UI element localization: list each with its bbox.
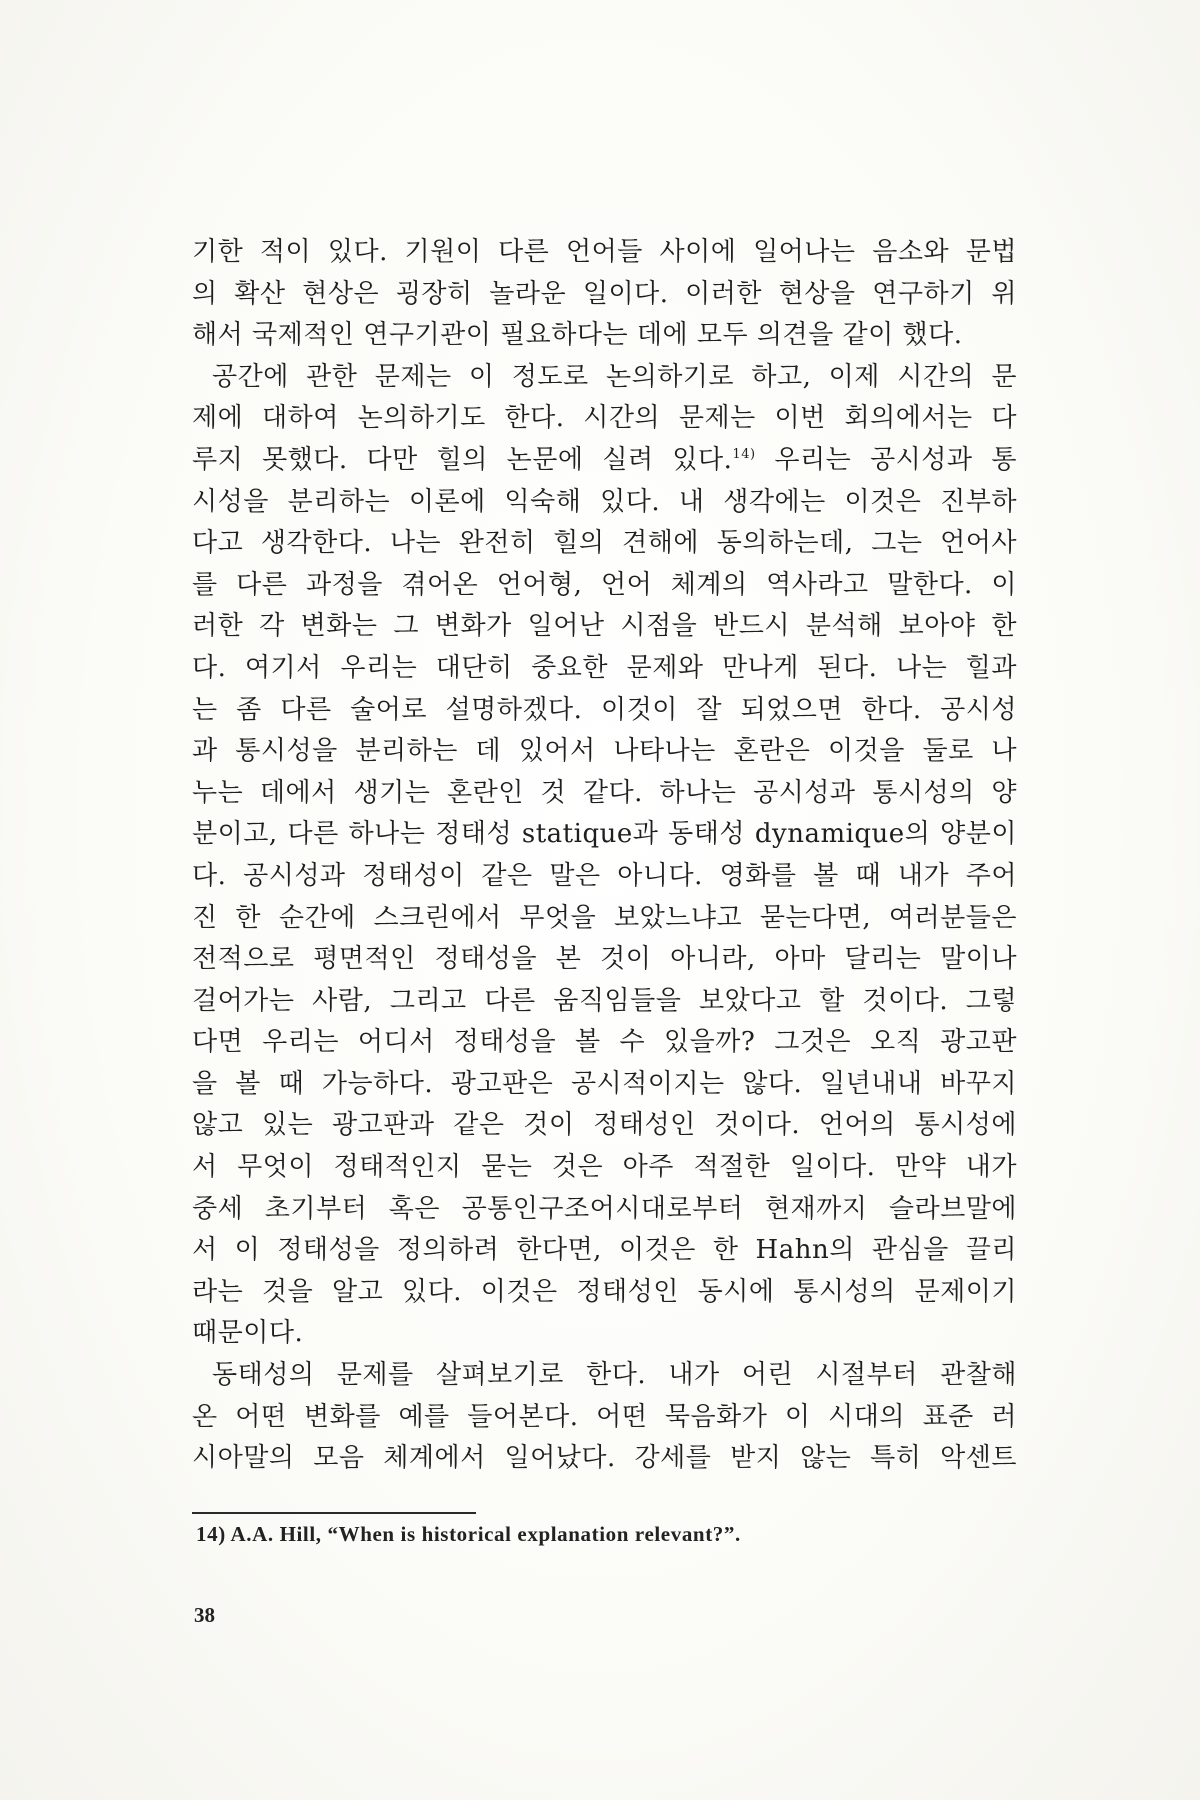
page-number: 38 [194, 1603, 215, 1627]
text-line: 누는 데에서 생기는 혼란인 것 같다. 하나는 공시성과 통시성의 양 [192, 777, 1017, 808]
text-line: 공간에 관한 문제는 이 정도로 논의하기로 하고, 이제 시간의 문 [212, 361, 1017, 392]
text-line: 과 통시성을 분리하는 데 있어서 나타나는 혼란은 이것을 둘로 나 [192, 736, 1017, 767]
text-line: 중세 초기부터 혹은 공통인구조어시대로부터 현재까지 슬라브말에 [192, 1193, 1017, 1224]
text-line: 기한 적이 있다. 기원이 다른 언어들 사이에 일어나는 음소와 문법 [192, 237, 1017, 267]
text-line: 서 이 정태성을 정의하려 한다면, 이것은 한 Hahn의 관심을 끌리 [192, 1235, 1017, 1266]
text-line: 해서 국제적인 연구기관이 필요하다는 데에 모두 의견을 같이 했다. [192, 320, 963, 351]
text-line: 러한 각 변화는 그 변화가 일어난 시점을 반드시 분석해 보아야 한 [192, 611, 1017, 642]
text-line: 걸어가는 사람, 그리고 다른 움직임들을 보았다고 할 것이다. 그렇 [192, 985, 1017, 1016]
text-line: 를 다른 과정을 겪어온 언어형, 언어 체계의 역사라고 말한다. 이 [192, 569, 1017, 600]
text-line: 는 좀 다른 술어로 설명하겠다. 이것이 잘 되었으면 한다. 공시성 [192, 694, 1017, 725]
text-line [192, 440, 1017, 482]
text-line: 제에 대하여 논의하기도 한다. 시간의 문제는 이번 회의에서는 다 [192, 403, 1017, 434]
text-line-part: 우리는 공시성과 통 [755, 444, 1017, 475]
text-line: 않고 있는 광고판과 같은 것이 정태성인 것이다. 언어의 통시성에 [192, 1110, 1017, 1141]
text-line: 온 어떤 변화를 예를 들어본다. 어떤 묵음화가 이 시대의 표준 러 [192, 1401, 1017, 1432]
text-line: 을 볼 때 가능하다. 광고판은 공시적이지는 않다. 일년내내 바꾸지 [192, 1068, 1017, 1099]
text-line: 분이고, 다른 하나는 정태성 statique과 동태성 dynamique의 양분이 [192, 819, 1017, 850]
text-line: 진 한 순간에 스크린에서 무엇을 보았느냐고 묻는다면, 여러분들은 [192, 902, 1017, 933]
text-line: 라는 것을 알고 있다. 이것은 정태성인 동시에 통시성의 문제이기 [192, 1276, 1017, 1307]
footnote-marker: 14) [732, 446, 756, 462]
text-line: 때문이다. [192, 1318, 304, 1349]
footnote: 14) A.A. Hill, “When is historical explanation relevant?”. [196, 1522, 741, 1546]
text-line: 다. 여기서 우리는 대단히 중요한 문제와 만나게 된다. 나는 힐과 [192, 652, 1017, 683]
footnote-divider [192, 1512, 476, 1514]
text-line: 의 확산 현상은 굉장히 놀라운 일이다. 이러한 현상을 연구하기 위 [192, 278, 1017, 309]
text-line: 시아말의 모음 체계에서 일어났다. 강세를 받지 않는 특히 악센트 [192, 1443, 1017, 1474]
text-line: 동태성의 문제를 살펴보기로 한다. 내가 어린 시절부터 관찰해 [212, 1360, 1017, 1391]
text-line: 다고 생각한다. 나는 완전히 힐의 견해에 동의하는데, 그는 언어사 [192, 528, 1017, 559]
text-line-part: 루지 못했다. 다만 힐의 논문에 실려 있다. [192, 444, 733, 475]
text-line: 시성을 분리하는 이론에 익숙해 있다. 내 생각에는 이것은 진부하 [192, 486, 1017, 517]
text-line: 다면 우리는 어디서 정태성을 볼 수 있을까? 그것은 오직 광고판 [192, 1027, 1017, 1058]
body-text [192, 232, 1017, 1480]
text-line: 전적으로 평면적인 정태성을 본 것이 아니라, 아마 달리는 말이나 [192, 944, 1017, 975]
text-line: 다. 공시성과 정태성이 같은 말은 아니다. 영화를 볼 때 내가 주어 [192, 860, 1017, 891]
text-line: 서 무엇이 정태적인지 묻는 것은 아주 적절한 일이다. 만약 내가 [192, 1152, 1017, 1183]
